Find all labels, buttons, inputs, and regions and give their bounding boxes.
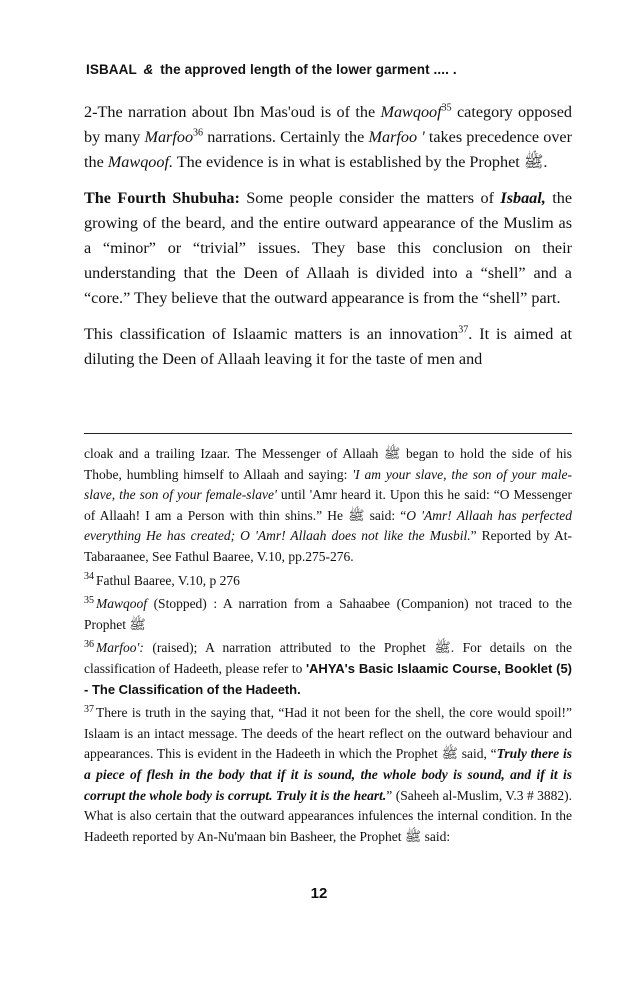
paragraph-classification (84, 322, 572, 372)
section-lead: The Fourth Shubuha: (84, 189, 240, 207)
page-number: 12 (310, 885, 328, 902)
header-subtitle: the approved length of the lower garment .... . (160, 62, 457, 77)
footnote-number: 36 (84, 638, 94, 650)
text-run: ” Reported by At-Tabaraanee, See Fathul Baaree, V.10, pp.275-276. (84, 528, 572, 564)
footnote-continued (84, 444, 572, 568)
text-run: takes precedence over the (84, 128, 572, 171)
paragraph-fourth-shubuha (84, 186, 572, 311)
body-text (84, 100, 572, 383)
hadeeth-quote: Truly there is a piece of flesh in the body that if it is sound, the whole body is sound, and if it is corrupt the whole body is corrupt. Truly it is the heart. (84, 746, 572, 803)
footnote-text: (Stopped) : A narration from a Sahaabee (Companion) not traced to the Prophet ﷺ (84, 596, 572, 632)
course-reference: 'AHYA's Basic Islaamic Course, Booklet (5) - The Classification of the Hadeeth. (84, 660, 573, 697)
footnote-number: 34 (84, 571, 94, 583)
quote: O 'Amr! Allaah has perfected everything He has created; O 'Amr! Allaah does not like the Musbil. (84, 507, 572, 544)
text-run: This classification of Islaamic matters is an innovation (84, 325, 459, 343)
header-symbol: & (143, 62, 154, 77)
text-run: cloak and a trailing Izaar. The Messenger of Allaah ﷺ began to hold the side of his Thobe, humbling himself to Allaah and saying: (84, 446, 572, 482)
footnote-ref-37[interactable]: 37 (458, 324, 469, 336)
footnote-ref-35[interactable]: 35 (441, 102, 452, 114)
footnote-divider (84, 433, 572, 434)
term-marfoo: Marfoo ' (368, 128, 425, 146)
text-run: . It is aimed at diluting the Deen of Allaah leaving it for the taste of men and (84, 325, 572, 368)
term-marfoo: Marfoo': (96, 640, 144, 656)
header-title: ISBAAL (86, 62, 137, 77)
term-mawqoof: Mawqoof (96, 596, 148, 612)
quote: 'I am your slave, the son of your male-slave, the son of your female-slave' (84, 466, 572, 503)
footnote-text: Fathul Baaree, V.10, p 276 (96, 572, 240, 588)
footnote-34 (84, 571, 572, 592)
text-run: category opposed by many (84, 103, 572, 146)
footnote-text: There is truth in the saying that, “Had it not been for the shell, the core would spoil!” Islaam is an intact message. The deeds of the heart reflect on the outward behaviour and appearances. This is evident in the Hadeeth in which the Prophet ﷺ said, “ (84, 705, 572, 762)
text-run: The evidence is in what is established by the Prophet ﷺ. (173, 153, 548, 171)
term-isbaal: Isbaal, (500, 189, 546, 207)
term-mawqoof: Mawqoof. (107, 153, 174, 171)
footnote-35 (84, 594, 572, 635)
text-run: Some people consider the matters of (239, 189, 501, 207)
text-run: narrations. Certainly the (203, 128, 369, 146)
footnote-36 (84, 638, 572, 700)
term-mawqoof: Mawqoof (380, 103, 442, 121)
text-run: until 'Amr heard it. Upon this he said: “O Messenger of Allaah! I am a Person with thin shins.” He ﷺ said: “ (84, 487, 572, 523)
term-marfoo: Marfoo (144, 128, 194, 146)
footnote-ref-36[interactable]: 36 (193, 127, 204, 139)
text-run: 2-The narration about Ibn Mas'oud is of the (84, 103, 381, 121)
footnotes (84, 444, 572, 850)
footnote-text: (raised); A narration attributed to the Prophet ﷺ. For details on the classification of Hadeeth, please refer to (84, 640, 572, 676)
footnote-37 (84, 703, 572, 847)
footnote-number: 35 (84, 594, 94, 606)
footnote-number: 37 (84, 703, 94, 715)
text-run: the growing of the beard, and the entire outward appearance of the Muslim as a “minor” or “trivial” issues. They base this conclusion on their understanding that the Deen of Allaah is divided into a “shell” and a “core.” They believe that the outward appearance is from the “shell” part. (84, 189, 572, 307)
footnote-text: ” (Saheeh al-Muslim, V.3 # 3882). What is also certain that the outward appearances infulences the internal condition. In the Hadeeth reported by An-Nu'maan bin Basheer, the Prophet ﷺ said: (84, 787, 573, 844)
running-header (86, 62, 566, 77)
paragraph-narration (84, 100, 572, 175)
